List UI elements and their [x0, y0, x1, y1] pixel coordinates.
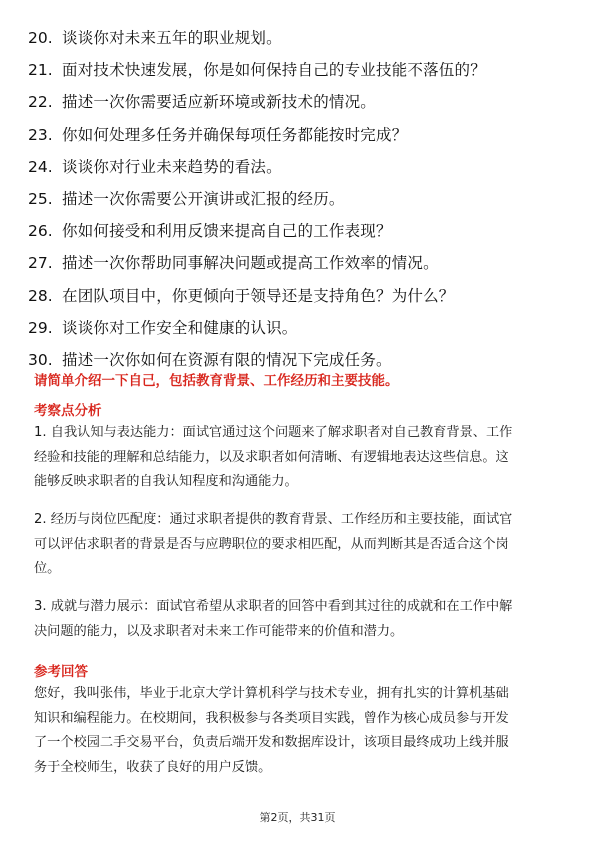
- paragraph-line: 决问题的能力，以及求职者对未来工作可能带来的价值和潜力。: [34, 623, 404, 639]
- question-text: 谈谈你对行业未来趋势的看法。: [62, 157, 282, 176]
- question-text: 谈谈你对未来五年的职业规划。: [62, 29, 282, 47]
- question-number: 26.: [28, 222, 53, 241]
- paragraph-line: 3. 成就与潜力展示：面试官希望从求职者的回答中看到其过往的成就和在工作中解: [34, 599, 513, 614]
- list-item: [28, 284, 568, 316]
- question-text: 描述一次你需要公开演讲或汇报的经历。: [62, 189, 345, 208]
- prompt-heading: 请简单介绍一下自己，包括教育背景、工作经历和主要技能。: [34, 373, 399, 389]
- list-item: [28, 58, 568, 90]
- page-footer: 第2页，共31页: [259, 811, 336, 824]
- analysis-point: [34, 595, 564, 644]
- question-number: 25.: [28, 189, 53, 208]
- list-item: [28, 251, 568, 283]
- list-item: [28, 123, 568, 155]
- list-item: [28, 219, 568, 251]
- list-item: [28, 155, 568, 187]
- question-number: 29.: [28, 318, 53, 337]
- paragraph-line: 知识和编程能力。在校期间，我积极参与各类项目实践，曾作为核心成员参与开发: [34, 710, 509, 726]
- question-number: 23.: [28, 125, 53, 144]
- list-item: [28, 26, 568, 58]
- paragraph-line: 2. 经历与岗位匹配度：通过求职者提供的教育背景、工作经历和主要技能，面试官: [34, 512, 513, 527]
- list-item: [28, 90, 568, 122]
- question-text: 面对技术快速发展，你是如何保持自己的专业技能不落伍的？: [62, 61, 486, 80]
- analysis-point: [34, 508, 564, 582]
- paragraph-line: 了一个校园二手交易平台，负责后端开发和数据库设计，该项目最终成功上线并服: [34, 735, 509, 750]
- question-text: 描述一次你帮助同事解决问题或提高工作效率的情况。: [62, 254, 439, 273]
- list-item: [28, 316, 568, 348]
- question-number: 28.: [28, 286, 53, 305]
- question-text: 在团队项目中，你更倾向于领导还是支持角色？为什么？: [62, 286, 455, 305]
- answer-paragraph: [34, 682, 564, 780]
- paragraph-line: 位。: [34, 561, 61, 576]
- answer-label: 参考回答: [34, 664, 88, 680]
- question-number: 20.: [28, 29, 53, 47]
- question-list: [28, 26, 568, 380]
- list-item: [28, 187, 568, 219]
- analysis-point: [34, 421, 564, 495]
- question-text: 描述一次你需要适应新环境或新技术的情况。: [62, 93, 377, 112]
- paragraph-line: 能够反映求职者的自我认知程度和沟通能力。: [34, 474, 298, 489]
- question-number: 30.: [28, 350, 53, 369]
- paragraph-line: 经验和技能的理解和总结能力，以及求职者如何清晰、有逻辑地表达这些信息。这: [34, 449, 509, 465]
- paragraph-line: 您好，我叫张伟，毕业于北京大学计算机科学与技术专业，拥有扎实的计算机基础: [34, 686, 509, 701]
- paragraph-line: 可以评估求职者的背景是否与应聘职位的要求相匹配，从而判断其是否适合这个岗: [34, 536, 509, 552]
- question-number: 24.: [28, 157, 53, 176]
- question-number: 22.: [28, 93, 53, 112]
- paragraph-line: 务于全校师生，收获了良好的用户反馈。: [34, 759, 272, 775]
- analysis-label: 考察点分析: [34, 403, 102, 419]
- question-number: 27.: [28, 254, 53, 273]
- paragraph-line: 1. 自我认知与表达能力：面试官通过这个问题来了解求职者对自己教育背景、工作: [34, 425, 513, 440]
- question-text: 描述一次你如何在资源有限的情况下完成任务。: [62, 350, 392, 369]
- question-text: 你如何接受和利用反馈来提高自己的工作表现？: [62, 222, 392, 241]
- question-text: 谈谈你对工作安全和健康的认识。: [62, 318, 298, 337]
- question-number: 21.: [28, 61, 53, 80]
- question-text: 你如何处理多任务并确保每项任务都能按时完成？: [62, 125, 408, 144]
